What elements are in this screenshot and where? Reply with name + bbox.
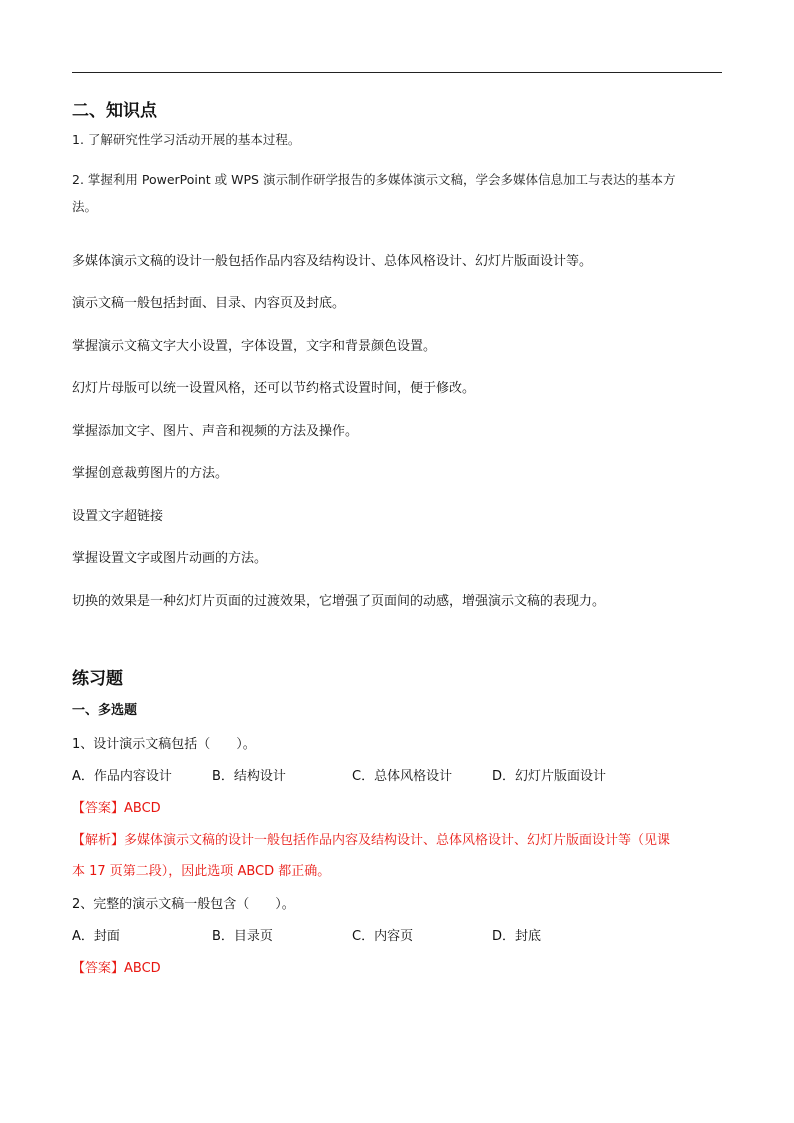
question-2-option-c: C．内容页: [352, 929, 414, 944]
question-1-option-b: B．结构设计: [212, 769, 286, 784]
question-1-stem: 1、设计演示文稿包括（ ）。: [72, 737, 256, 752]
subsection-title: 一、多选题: [72, 703, 138, 718]
section-title: 二、知识点: [72, 101, 157, 121]
point-3: 掌握演示文稿文字大小设置，字体设置，文字和背景颜色设置。: [72, 339, 437, 354]
question-1-option-d: D．幻灯片版面设计: [492, 769, 607, 784]
question-1-analysis-line2: 本 17 页第二段），因此选项 ABCD 都正确。: [72, 864, 331, 879]
exercise-title: 练习题: [72, 669, 123, 689]
question-2-option-d: D．封底: [492, 929, 542, 944]
question-2-option-b: B．目录页: [212, 929, 273, 944]
point-2: 演示文稿一般包括封面、目录、内容页及封底。: [72, 296, 346, 311]
header-rule: [72, 72, 722, 73]
question-2-answer: 【答案】ABCD: [72, 961, 161, 976]
point-5: 掌握添加文字、图片、声音和视频的方法及操作。: [72, 424, 359, 439]
knowledge-item-2-line1: 2. 掌握利用 PowerPoint 或 WPS 演示制作研学报告的多媒体演示文稿，学会多媒体信息加工与表达的基本方: [72, 172, 676, 187]
point-1: 多媒体演示文稿的设计一般包括作品内容及结构设计、总体风格设计、幻灯片版面设计等。: [72, 254, 593, 269]
point-7: 设置文字超链接: [72, 509, 164, 524]
point-9: 切换的效果是一种幻灯片页面的过渡效果，它增强了页面间的动感，增强演示文稿的表现力。: [72, 594, 606, 609]
question-2-option-a: A．封面: [72, 929, 120, 944]
knowledge-item-1: 1. 了解研究性学习活动开展的基本过程。: [72, 132, 301, 147]
question-1-option-c: C．总体风格设计: [352, 769, 453, 784]
point-4: 幻灯片母版可以统一设置风格，还可以节约格式设置时间，便于修改。: [72, 381, 476, 396]
question-2-stem: 2、完整的演示文稿一般包含（ ）。: [72, 897, 295, 912]
question-1-answer: 【答案】ABCD: [72, 801, 161, 816]
knowledge-item-2-line2: 法。: [72, 199, 98, 214]
question-1-option-a: A．作品内容设计: [72, 769, 172, 784]
point-6: 掌握创意裁剪图片的方法。: [72, 466, 229, 481]
question-1-analysis-line1: 【解析】多媒体演示文稿的设计一般包括作品内容及结构设计、总体风格设计、幻灯片版面设计等（见课: [72, 833, 671, 848]
point-8: 掌握设置文字或图片动画的方法。: [72, 551, 268, 566]
